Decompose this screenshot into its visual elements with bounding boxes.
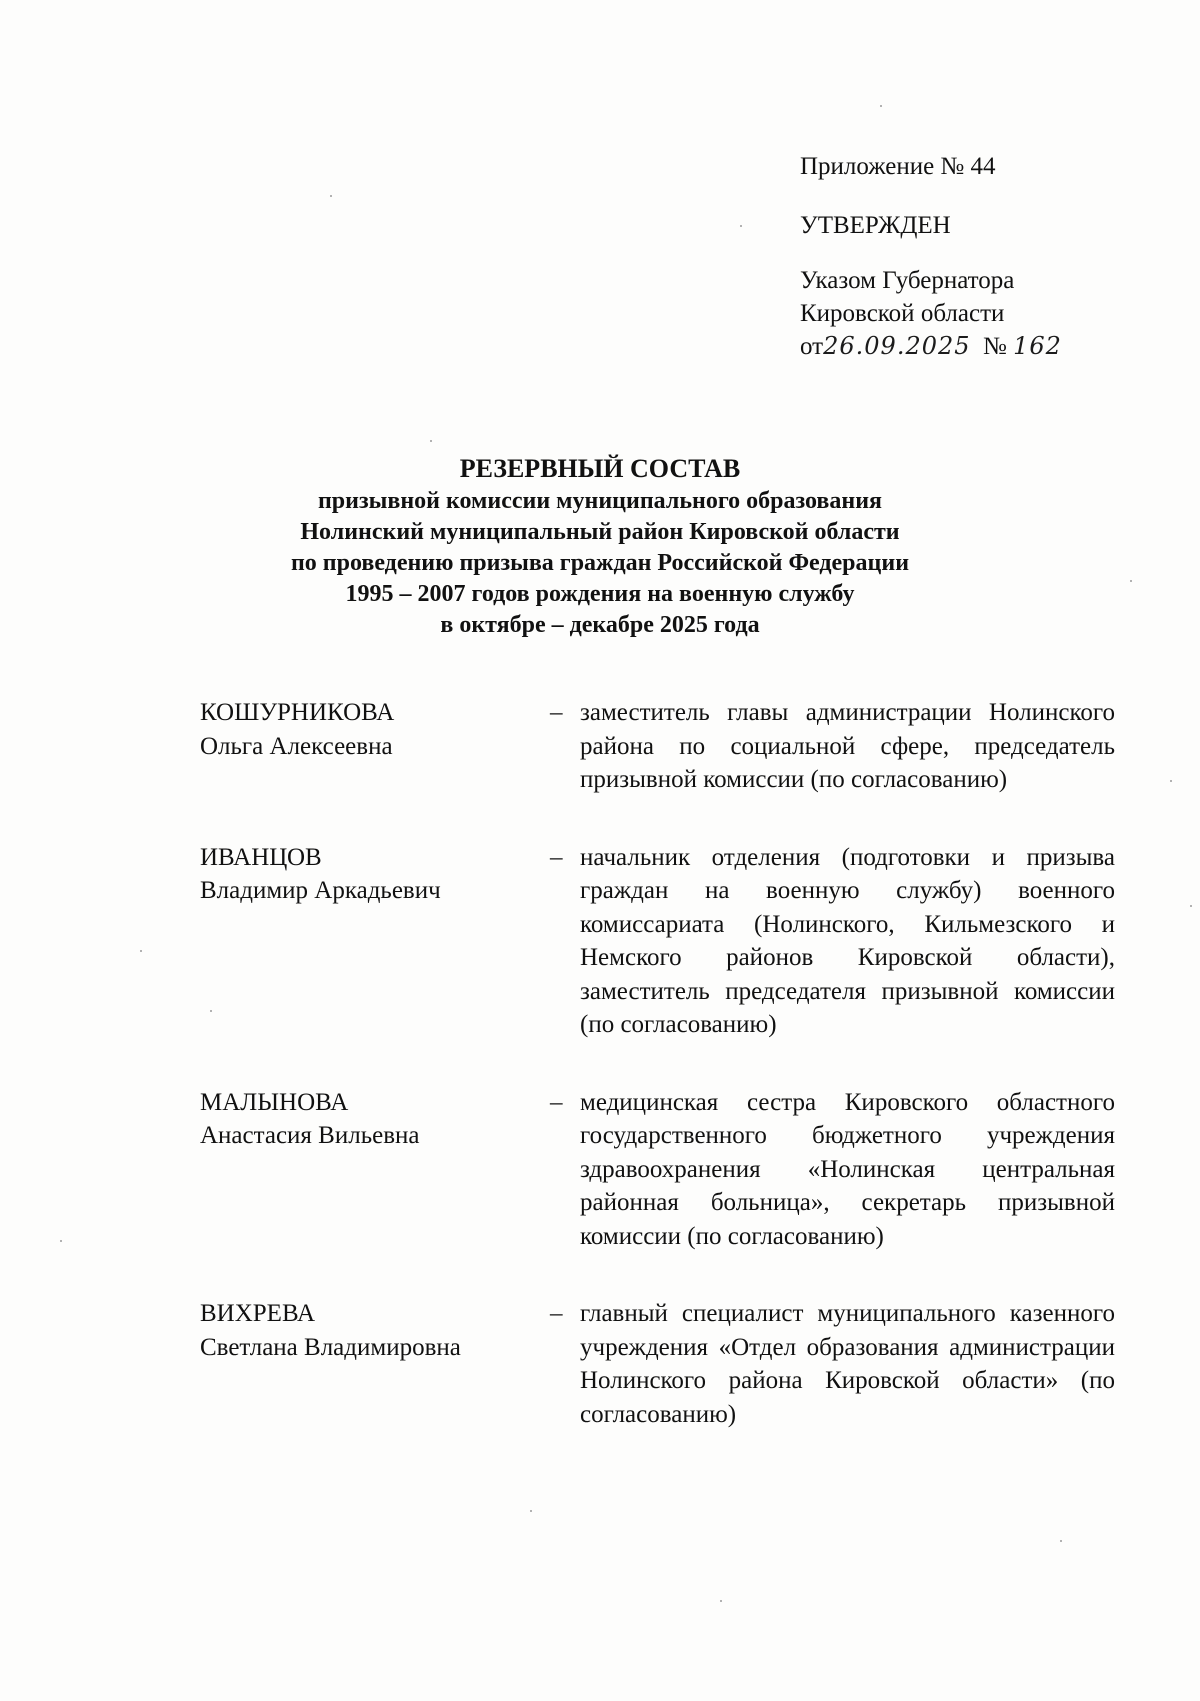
scan-speck bbox=[720, 1600, 722, 1602]
scan-speck bbox=[140, 950, 142, 952]
member-surname: МАЛЫНОВА bbox=[200, 1088, 349, 1116]
date-prefix: от bbox=[800, 333, 824, 360]
scan-speck bbox=[740, 225, 742, 227]
scan-speck bbox=[1130, 580, 1132, 582]
scan-speck bbox=[330, 195, 332, 197]
decree-date-line bbox=[800, 330, 1062, 363]
member-given-names: Ольга Алексеевна bbox=[200, 732, 393, 760]
scan-speck bbox=[210, 1010, 212, 1012]
scan-speck bbox=[1060, 1540, 1062, 1542]
member-dash: – bbox=[550, 699, 563, 726]
member-entry bbox=[200, 841, 1115, 1042]
member-dash: – bbox=[550, 1088, 563, 1116]
member-role: медицинская сестра Кировского областного государственного бюджетного учреждения здравоохранения «Нолинская центральная районная больница», секретарь призывной комиссии (по согласованию) bbox=[580, 1088, 1115, 1250]
number-prefix: № bbox=[983, 333, 1007, 360]
member-given-names: Светлана Владимировна bbox=[200, 1333, 461, 1361]
scan-speck bbox=[1190, 905, 1192, 907]
member-role: главный специалист муниципального казенного учреждения «Отдел образования администрации Нолинского района Кировской области» (по согласованию) bbox=[580, 1300, 1115, 1428]
member-given-names: Анастасия Вильевна bbox=[200, 1122, 420, 1149]
title-line: в октябре – декабре 2025 года bbox=[440, 612, 760, 638]
title-line: призывной комиссии муниципального образования bbox=[317, 488, 883, 514]
member-surname: КОШУРНИКОВА bbox=[200, 699, 395, 726]
member-name bbox=[200, 696, 550, 797]
member-entry bbox=[200, 1086, 1115, 1254]
scan-speck bbox=[880, 105, 882, 107]
member-surname: ИВАНЦОВ bbox=[200, 843, 322, 871]
approved-by-line2: Кировской области bbox=[800, 300, 1005, 327]
title-line: Нолинский муниципальный район Кировской области bbox=[300, 519, 900, 545]
member-name bbox=[200, 1297, 550, 1431]
title-line: по проведению призыва граждан Российской Федерации bbox=[290, 550, 910, 576]
approval-block bbox=[800, 150, 1062, 363]
document-title bbox=[200, 452, 1000, 641]
member-name bbox=[200, 841, 550, 1042]
member-entry bbox=[200, 696, 1115, 797]
title-main: РЕЗЕРВНЫЙ СОСТАВ bbox=[459, 454, 741, 483]
title-line: 1995 – 2007 годов рождения на военную службу bbox=[345, 581, 855, 607]
approved-label: УТВЕРЖДЕН bbox=[800, 212, 951, 239]
member-name bbox=[200, 1086, 550, 1254]
scan-speck bbox=[60, 1240, 62, 1242]
member-given-names: Владимир Аркадьевич bbox=[200, 877, 441, 904]
member-role: начальник отделения (подготовки и призыва граждан на военную службу) военного комиссариата (Нолинского, Кильмезского и Немского районов Кировской области), заместитель председателя призывной комиссии (по согласованию) bbox=[580, 843, 1115, 1038]
members-list bbox=[200, 696, 1115, 1431]
appendix-number: Приложение № 44 bbox=[800, 153, 996, 180]
handwritten-number: 162 bbox=[1013, 332, 1062, 360]
member-dash: – bbox=[550, 1300, 563, 1327]
member-surname: ВИХРЕВА bbox=[200, 1300, 316, 1327]
scan-speck bbox=[530, 1510, 532, 1512]
scan-speck bbox=[1170, 780, 1172, 782]
member-dash: – bbox=[550, 843, 563, 871]
scan-speck bbox=[430, 440, 432, 442]
member-entry bbox=[200, 1297, 1115, 1431]
handwritten-date: 26.09.2025 bbox=[823, 332, 971, 360]
member-role: заместитель главы администрации Нолинского района по социальной сфере, председатель призывной комиссии (по согласованию) bbox=[580, 699, 1115, 793]
approved-by-line1: Указом Губернатора bbox=[800, 267, 1015, 294]
